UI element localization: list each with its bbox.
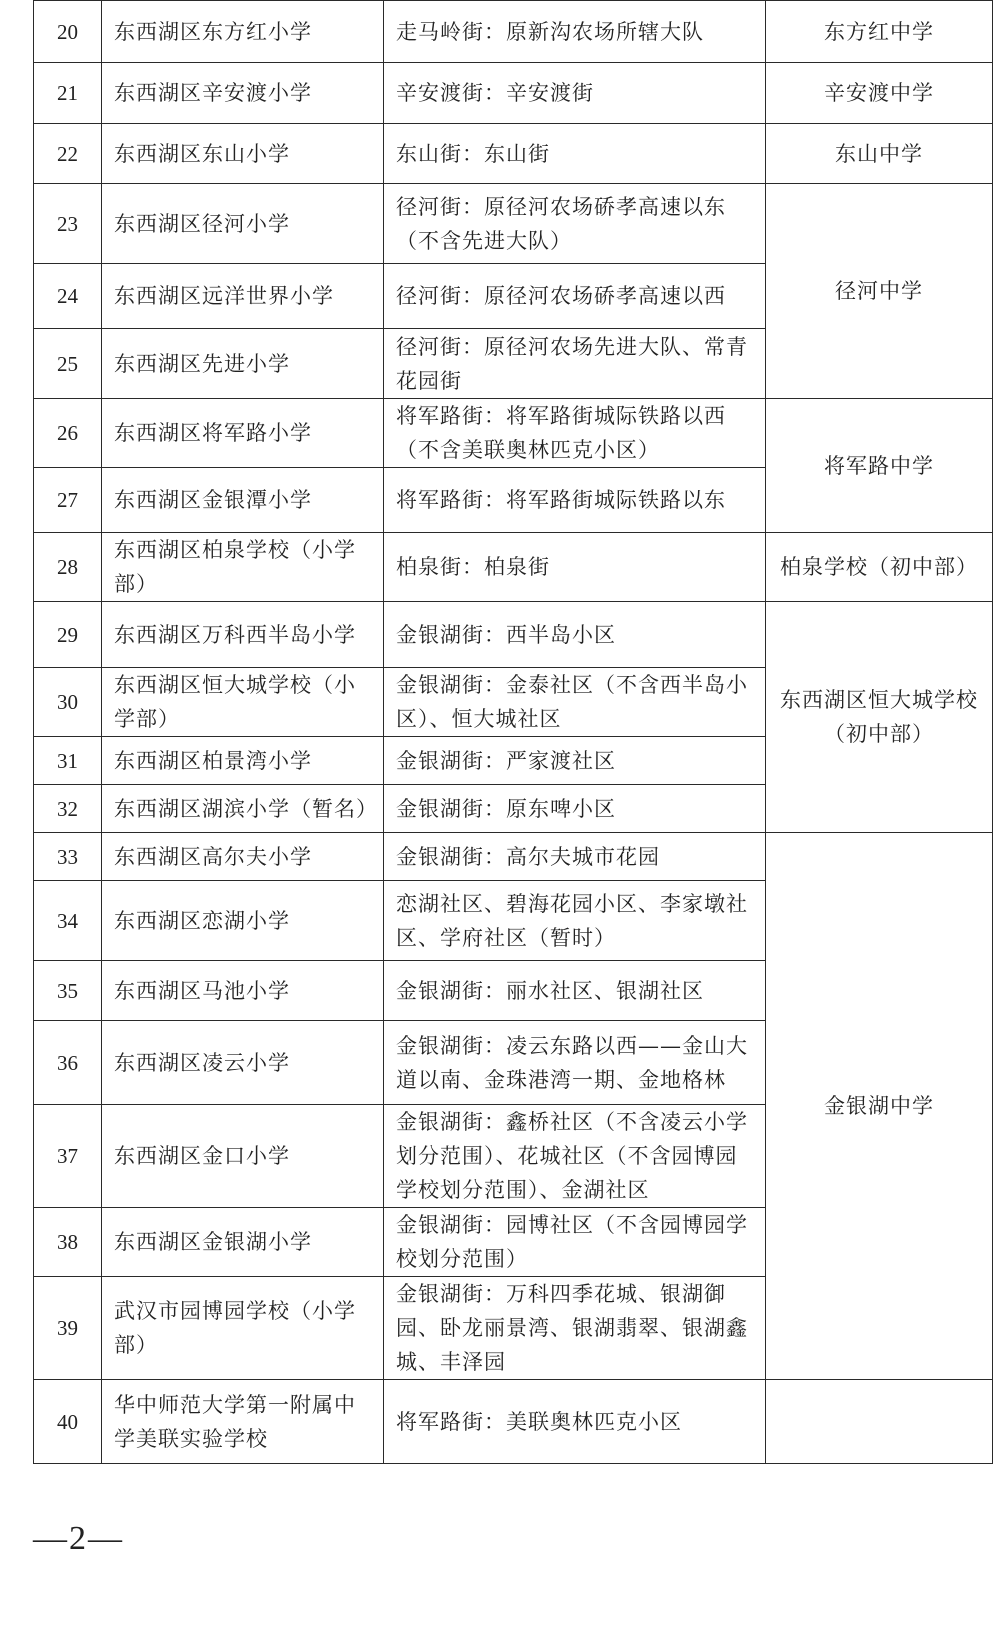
middle-school-name: 柏泉学校（初中部） (766, 533, 993, 602)
row-number: 24 (34, 264, 102, 329)
row-number: 30 (34, 668, 102, 737)
page-number: —2— (33, 1520, 124, 1557)
primary-school-name: 东西湖区高尔夫小学 (102, 833, 384, 881)
row-number: 32 (34, 785, 102, 833)
row-number: 28 (34, 533, 102, 602)
service-area: 金银湖街：鑫桥社区（不含凌云小学划分范围）、花城社区（不含园博园学校划分范围）、金湖社区 (384, 1105, 766, 1208)
middle-school-name: 东西湖区恒大城学校（初中部） (766, 602, 993, 833)
service-area: 金银湖街：园博社区（不含园博园学校划分范围） (384, 1208, 766, 1277)
service-area: 辛安渡街：辛安渡街 (384, 63, 766, 124)
service-area: 径河街：原径河农场先进大队、常青花园街 (384, 329, 766, 399)
service-area: 将军路街：美联奥林匹克小区 (384, 1380, 766, 1464)
table-row (34, 184, 993, 264)
table-row (34, 533, 993, 602)
primary-school-name: 华中师范大学第一附属中学美联实验学校 (102, 1380, 384, 1464)
primary-school-name: 东西湖区金银湖小学 (102, 1208, 384, 1277)
service-area: 金银湖街：丽水社区、银湖社区 (384, 961, 766, 1021)
primary-school-name: 东西湖区先进小学 (102, 329, 384, 399)
middle-school-name: 金银湖中学 (766, 833, 993, 1380)
row-number: 21 (34, 63, 102, 124)
service-area: 金银湖街：凌云东路以西——金山大道以南、金珠港湾一期、金地格林 (384, 1021, 766, 1105)
service-area: 径河街：原径河农场硚孝高速以西 (384, 264, 766, 329)
middle-school-name: 东方红中学 (766, 1, 993, 63)
row-number: 29 (34, 602, 102, 668)
primary-school-name: 东西湖区径河小学 (102, 184, 384, 264)
row-number: 39 (34, 1277, 102, 1380)
middle-school-name: 径河中学 (766, 184, 993, 399)
primary-school-name: 东西湖区恋湖小学 (102, 881, 384, 961)
row-number: 36 (34, 1021, 102, 1105)
primary-school-name: 东西湖区东方红小学 (102, 1, 384, 63)
middle-school-name: 将军路中学 (766, 399, 993, 533)
row-number: 22 (34, 124, 102, 184)
primary-school-name: 东西湖区柏泉学校（小学部） (102, 533, 384, 602)
service-area: 走马岭街：原新沟农场所辖大队 (384, 1, 766, 63)
service-area: 金银湖街：原东啤小区 (384, 785, 766, 833)
service-area: 金银湖街：西半岛小区 (384, 602, 766, 668)
primary-school-name: 东西湖区湖滨小学（暂名） (102, 785, 384, 833)
primary-school-name: 东西湖区马池小学 (102, 961, 384, 1021)
primary-school-name: 东西湖区东山小学 (102, 124, 384, 184)
service-area: 东山街：东山街 (384, 124, 766, 184)
table-row (34, 602, 993, 668)
service-area: 金银湖街：万科四季花城、银湖御园、卧龙丽景湾、银湖翡翠、银湖鑫城、丰泽园 (384, 1277, 766, 1380)
row-number: 26 (34, 399, 102, 468)
primary-school-name: 东西湖区金银潭小学 (102, 468, 384, 533)
row-number: 25 (34, 329, 102, 399)
primary-school-name: 武汉市园博园学校（小学部） (102, 1277, 384, 1380)
primary-school-name: 东西湖区将军路小学 (102, 399, 384, 468)
primary-school-name: 东西湖区柏景湾小学 (102, 737, 384, 785)
primary-school-name: 东西湖区远洋世界小学 (102, 264, 384, 329)
row-number: 23 (34, 184, 102, 264)
primary-school-name: 东西湖区恒大城学校（小学部） (102, 668, 384, 737)
row-number: 31 (34, 737, 102, 785)
table-row (34, 399, 993, 468)
middle-school-name (766, 1380, 993, 1464)
row-number: 38 (34, 1208, 102, 1277)
service-area: 金银湖街：严家渡社区 (384, 737, 766, 785)
service-area: 径河街：原径河农场硚孝高速以东（不含先进大队） (384, 184, 766, 264)
service-area: 金银湖街：金泰社区（不含西半岛小区）、恒大城社区 (384, 668, 766, 737)
row-number: 35 (34, 961, 102, 1021)
row-number: 37 (34, 1105, 102, 1208)
middle-school-name: 东山中学 (766, 124, 993, 184)
table-row (34, 63, 993, 124)
row-number: 33 (34, 833, 102, 881)
table-row (34, 124, 993, 184)
service-area: 将军路街：将军路街城际铁路以西（不含美联奥林匹克小区） (384, 399, 766, 468)
middle-school-name: 辛安渡中学 (766, 63, 993, 124)
table-row (34, 1380, 993, 1464)
primary-school-name: 东西湖区万科西半岛小学 (102, 602, 384, 668)
primary-school-name: 东西湖区凌云小学 (102, 1021, 384, 1105)
service-area: 恋湖社区、碧海花园小区、李家墩社区、学府社区（暂时） (384, 881, 766, 961)
row-number: 40 (34, 1380, 102, 1464)
service-area: 金银湖街：高尔夫城市花园 (384, 833, 766, 881)
enrollment-zone-table (33, 0, 993, 1464)
row-number: 34 (34, 881, 102, 961)
primary-school-name: 东西湖区辛安渡小学 (102, 63, 384, 124)
row-number: 27 (34, 468, 102, 533)
table-row (34, 833, 993, 881)
service-area: 柏泉街：柏泉街 (384, 533, 766, 602)
primary-school-name: 东西湖区金口小学 (102, 1105, 384, 1208)
table-row (34, 1, 993, 63)
service-area: 将军路街：将军路街城际铁路以东 (384, 468, 766, 533)
row-number: 20 (34, 1, 102, 63)
